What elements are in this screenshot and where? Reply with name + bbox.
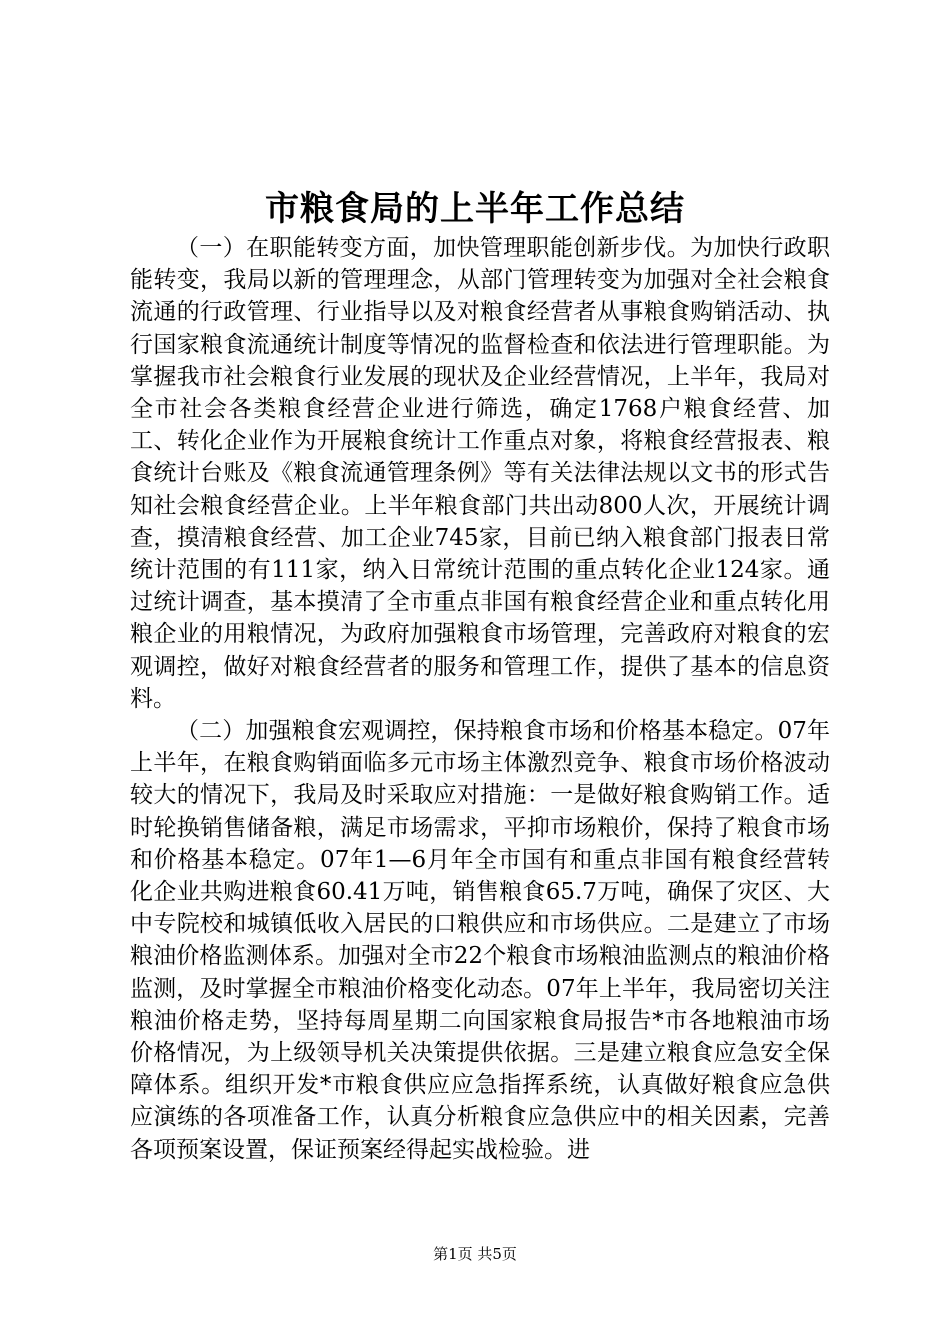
document-body xyxy=(130,232,830,1166)
paragraph-2: （二）加强粮食宏观调控，保持粮食市场和价格基本稳定。07年上半年，在粮食购销面临多元市场主体激烈竞争、粮食市场价格波动较大的情况下，我局及时采取应对措施：一是做好粮食购销工作。适时轮换销售储备粮，满足市场需求，平抑市场粮价，保持了粮食市场和价格基本稳定。07年1—6月年全市国有和重点非国有粮食经营转化企业共购进粮食60.41万吨，销售粮食65.7万吨，确保了灾区、大中专院校和城镇低收入居民的口粮供应和市场供应。二是建立了市场粮油价格监测体系。加强对全市22个粮食市场粮油监测点的粮油价格监测，及时掌握全市粮油价格变化动态。07年上半年，我局密切关注粮油价格走势，坚持每周星期二向国家粮食局报告*市各地粮油市场价格情况，为上级领导机关决策提供依据。三是建立粮食应急安全保障体系。组织开发*市粮食供应应急指挥系统，认真做好粮食应急供应演练的各项准备工作，认真分析粮食应急供应中的相关因素，完善各项预案设置，保证预案经得起实战检验。进 xyxy=(130,718,830,1163)
page-number-footer: 第1页 共5页 xyxy=(433,1245,517,1263)
paragraph-1: （一）在职能转变方面，加快管理职能创新步伐。为加快行政职能转变，我局以新的管理理念，从部门管理转变为加强对全社会粮食流通的行政管理、行业指导以及对粮食经营者从事粮食购销活动、执行国家粮食流通统计制度等情况的监督检查和依法进行管理职能。为掌握我市社会粮食行业发展的现状及企业经营情况，上半年，我局对全市社会各类粮食经营企业进行筛选，确定1768户粮食经营、加工、转化企业作为开展粮食统计工作重点对象，将粮食经营报表、粮食统计台账及《粮食流通管理条例》等有关法律法规以文书的形式告知社会粮食经营企业。上半年粮食部门共出动800人次，开展统计调查，摸清粮食经营、加工企业745家，目前已纳入粮食部门报表日常统计范围的有111家，纳入日常统计范围的重点转化企业124家。通过统计调查，基本摸清了全市重点非国有粮食经营企业和重点转化用粮企业的用粮情况，为政府加强粮食市场管理，完善政府对粮食的宏观调控，做好对粮食经营者的服务和管理工作，提供了基本的信息资料。 xyxy=(130,235,830,712)
document-title: 市粮食局的上半年工作总结 xyxy=(265,189,685,229)
